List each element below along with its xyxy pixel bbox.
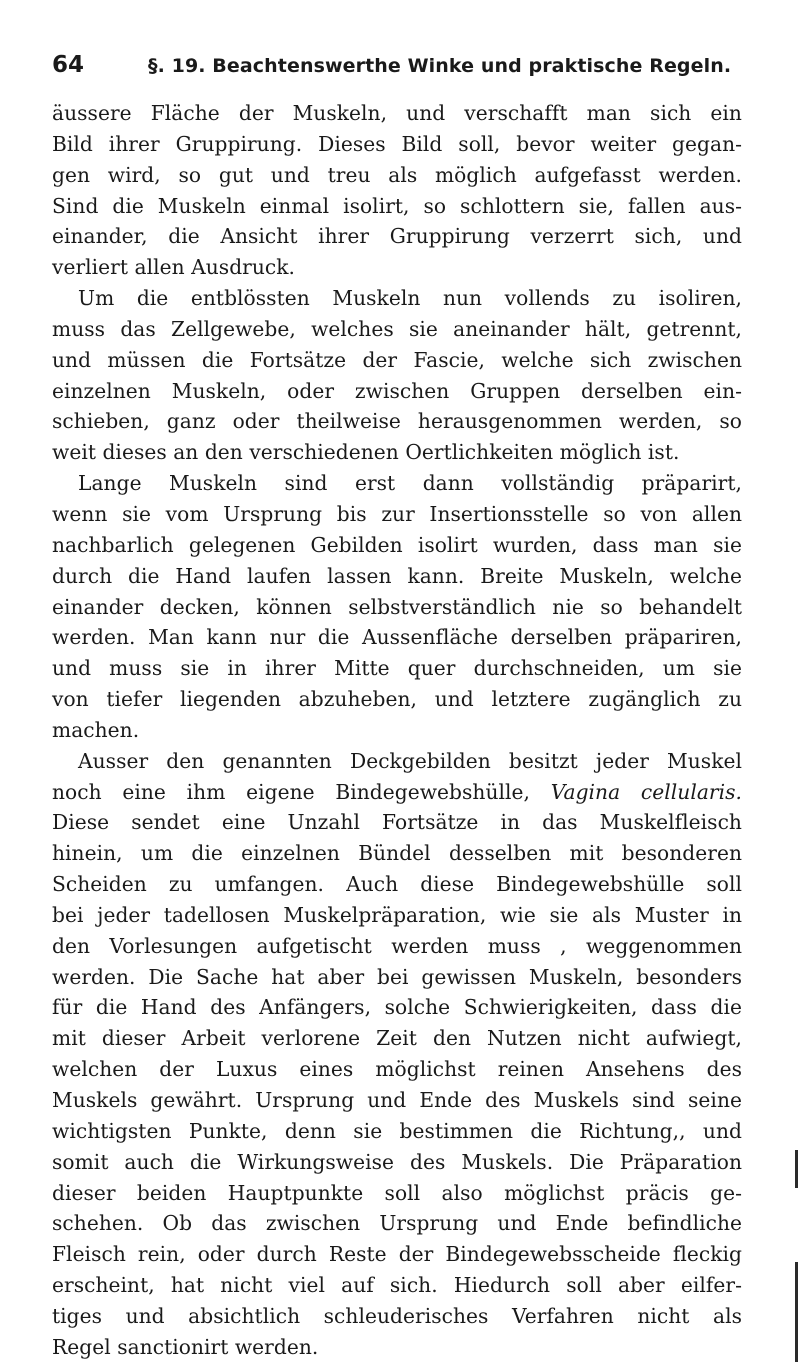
text-line [52, 962, 742, 993]
text-line [52, 622, 742, 653]
line-text: schieben, ganz oder theilweise herausgenommen werden, so [52, 409, 742, 434]
text-line [52, 283, 742, 314]
line-text: Um die entblössten Muskeln nun vollends zu isoliren, [78, 286, 742, 311]
line-text: gen wird, so gut und treu als möglich aufgefasst werden. [52, 162, 742, 187]
text-line [52, 1208, 742, 1239]
line-text: einander, die Ansicht ihrer Gruppirung verzerrt sich, und [52, 224, 742, 249]
line-text: und müssen die Fortsätze der Fascie, welche sich zwischen [52, 347, 742, 372]
line-text: werden. Die Sache hat aber bei gewissen Muskeln, besonders [52, 964, 742, 989]
text-line [52, 1023, 742, 1054]
text-line [52, 406, 742, 437]
line-text: welchen der Luxus eines möglichst reinen Ansehens des [52, 1057, 742, 1082]
line-text: schehen. Ob das zwischen Ursprung und Ende befindliche [52, 1211, 742, 1236]
paragraph [52, 283, 742, 468]
italic-term: Vagina cellularis. [550, 779, 742, 804]
line-text: mit dieser Arbeit verlorene Zeit den Nutzen nicht aufwiegt, [52, 1026, 742, 1051]
line-text: weit dieses an den verschiedenen Oertlichkeiten möglich ist. [52, 440, 680, 465]
text-line [52, 129, 742, 160]
line-text: somit auch die Wirkungsweise des Muskels. Die Präparation [52, 1149, 742, 1174]
text-line [52, 468, 742, 499]
body-text [52, 98, 742, 1363]
text-line [52, 777, 742, 808]
paragraph [52, 98, 742, 283]
line-text: von tiefer liegenden abzuheben, und letztere zugänglich zu [52, 687, 742, 712]
line-text: werden. Man kann nur die Aussenfläche derselben präpariren, [52, 625, 742, 650]
page-header [52, 52, 742, 88]
text-line [52, 1301, 742, 1332]
line-text: den Vorlesungen aufgetischt werden muss , weggenommen [52, 933, 742, 958]
text-line [52, 1332, 742, 1363]
text-line [52, 437, 742, 468]
book-page [52, 52, 742, 1363]
text-line [52, 900, 742, 931]
text-line [52, 869, 742, 900]
line-text: äussere Fläche der Muskeln, und verschafft man sich ein [52, 101, 742, 125]
line-text: erscheint, hat nicht viel auf sich. Hiedurch soll aber eilfer- [52, 1273, 742, 1298]
line-text: bei jeder tadellosen Muskelpräparation, wie sie als Muster in [52, 902, 742, 927]
text-line [52, 376, 742, 407]
text-line [52, 98, 742, 129]
line-text: und muss sie in ihrer Mitte quer durchschneiden, um sie [52, 656, 742, 681]
page-edge-mark [795, 1150, 798, 1188]
line-text: Regel sanctionirt werden. [52, 1334, 319, 1359]
text-line [52, 1116, 742, 1147]
text-line [52, 931, 742, 962]
text-line [52, 1085, 742, 1116]
text-line [52, 191, 742, 222]
line-text: Fleisch rein, oder durch Reste der Bindegewebsscheide fleckig [52, 1242, 742, 1267]
line-text: wichtigsten Punkte, denn sie bestimmen die Richtung,, und [52, 1118, 742, 1143]
text-line [52, 992, 742, 1023]
paragraph [52, 746, 742, 1363]
text-line [52, 715, 742, 746]
page-edge-mark [795, 1262, 798, 1362]
text-line [52, 838, 742, 869]
text-line [52, 1239, 742, 1270]
text-line [52, 530, 742, 561]
text-line [52, 653, 742, 684]
line-text: Bild ihrer Gruppirung. Dieses Bild soll, bevor weiter gegan- [52, 131, 742, 156]
line-text: Ausser den genannten Deckgebilden besitzt jeder Muskel [78, 748, 742, 773]
text-line [52, 221, 742, 252]
line-text: nachbarlich gelegenen Gebilden isolirt wurden, dass man sie [52, 532, 742, 557]
text-line [52, 499, 742, 530]
text-line [52, 345, 742, 376]
line-text: hinein, um die einzelnen Bündel desselben mit besonderen [52, 841, 742, 866]
line-text: Muskels gewährt. Ursprung und Ende des Muskels sind seine [52, 1088, 742, 1112]
line-text: noch eine ihm eigene Bindegewebshülle, [52, 779, 530, 804]
text-line [52, 684, 742, 715]
paragraph [52, 468, 742, 746]
line-text: machen. [52, 717, 140, 742]
line-text: tiges und absichtlich schleuderisches Verfahren nicht als [52, 1303, 742, 1328]
line-text: wenn sie vom Ursprung bis zur Insertionsstelle so von allen [52, 501, 742, 526]
line-text: dieser beiden Hauptpunkte soll also möglichst präcis ge- [52, 1180, 742, 1205]
line-text: Lange Muskeln sind erst dann vollständig präparirt, [78, 471, 742, 496]
text-line [52, 746, 742, 777]
line-text: Sind die Muskeln einmal isolirt, so schlottern sie, fallen aus- [52, 193, 742, 218]
text-line [52, 1147, 742, 1178]
text-line [52, 314, 742, 345]
text-line [52, 252, 742, 283]
text-line [52, 1270, 742, 1301]
text-line [52, 561, 742, 592]
line-text: durch die Hand laufen lassen kann. Breite Muskeln, welche [52, 563, 742, 588]
line-text: einzelnen Muskeln, oder zwischen Gruppen derselben ein- [52, 378, 742, 403]
text-line [52, 592, 742, 623]
line-text: einander decken, können selbstverständlich nie so behandelt [52, 594, 742, 619]
text-line [52, 1178, 742, 1209]
text-line [52, 1054, 742, 1085]
running-title: §. 19. Beachtenswerthe Winke und praktische Regeln. [148, 55, 732, 77]
text-line [52, 160, 742, 191]
page-number: 64 [52, 52, 85, 78]
line-text: für die Hand des Anfängers, solche Schwierigkeiten, dass die [52, 995, 742, 1020]
line-text: verliert allen Ausdruck. [52, 255, 296, 280]
line-text: Scheiden zu umfangen. Auch diese Bindegewebshülle soll [52, 872, 742, 897]
text-line [52, 807, 742, 838]
line-text: Diese sendet eine Unzahl Fortsätze in das Muskelfleisch [52, 810, 742, 835]
line-text: muss das Zellgewebe, welches sie aneinander hält, getrennt, [52, 316, 742, 341]
